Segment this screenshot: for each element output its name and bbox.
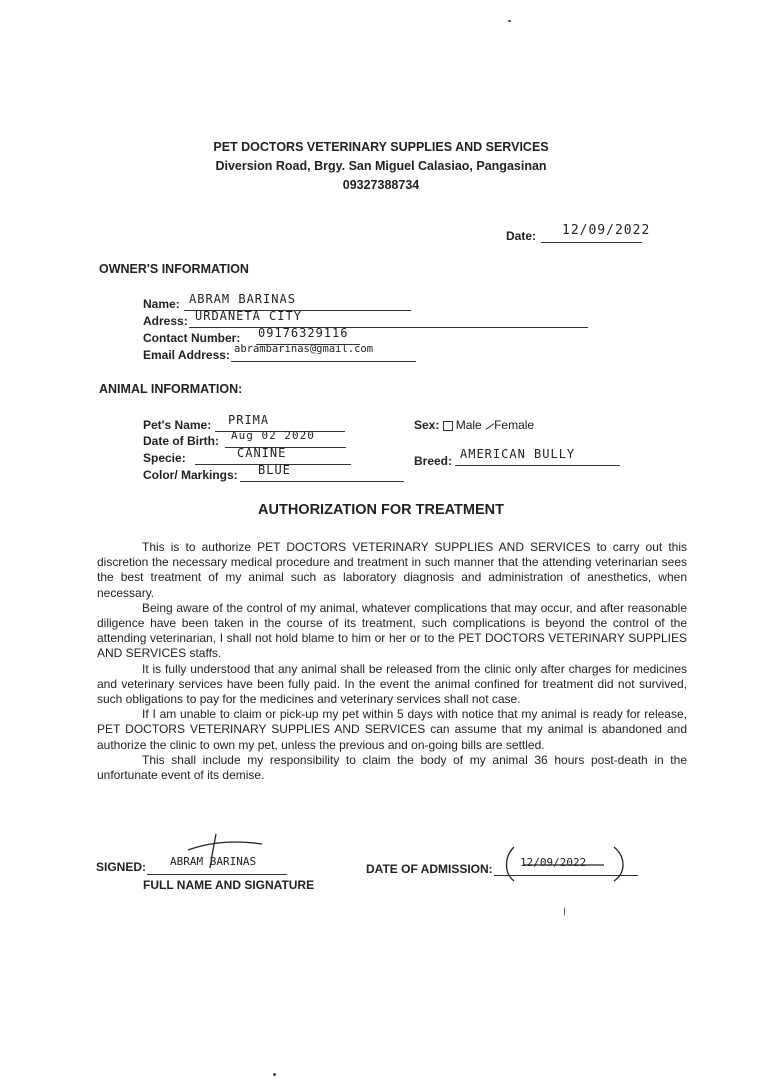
- signed-label: SIGNED:: [96, 860, 147, 874]
- date-label: Date:: [506, 229, 537, 243]
- scan-speck: [273, 1073, 276, 1076]
- owner-address-label: Adress:: [143, 314, 188, 328]
- clinic-phone: 09327388734: [342, 178, 420, 192]
- scan-speck: [564, 907, 565, 916]
- authorization-body: [97, 540, 687, 783]
- breed-label: Breed:: [414, 454, 453, 468]
- owner-name-value: ABRAM BARINAS: [189, 292, 296, 306]
- admission-enclosure-icon: [500, 843, 632, 885]
- sex-male-option: Male: [455, 418, 482, 432]
- clinic-name: PET DOCTORS VETERINARY SUPPLIES AND SERVICES: [213, 140, 549, 154]
- sex-male-checkbox[interactable]: [443, 421, 453, 431]
- signature-value: ABRAM BARINAS: [170, 855, 257, 868]
- pet-name-label: Pet's Name:: [143, 418, 212, 432]
- scan-speck: [508, 20, 511, 22]
- admission-value: 12/09/2022: [520, 856, 587, 869]
- specie-label: Specie:: [143, 451, 186, 465]
- date-value: 12/09/2022: [562, 223, 651, 238]
- dob-label: Date of Birth:: [143, 434, 219, 448]
- authorization-paragraph: This shall include my responsibility to claim the body of my animal 36 hours post-death in the unfortunate event of its demise.: [97, 752, 687, 783]
- owner-email-value: abrambarinas@gmail.com: [234, 343, 374, 355]
- owner-contact-label: Contact Number:: [143, 331, 241, 345]
- clinic-header: [0, 138, 762, 195]
- owner-name-label: Name:: [143, 297, 180, 311]
- pet-name-value: PRIMA: [228, 413, 270, 427]
- sex-field: [414, 418, 534, 432]
- authorization-paragraph: If I am unable to claim or pick-up my pet within 5 days with notice that my animal is ready for release, PET DOCTORS VETERINARY SUPPLIES AND SERVICES can assume that my animal is abandoned and authorize the clinic to own my pet, unless the previous and on-going bills are settled.: [97, 707, 687, 752]
- signature-caption: FULL NAME AND SIGNATURE: [143, 878, 315, 892]
- owner-email-label: Email Address:: [143, 348, 230, 362]
- authorization-paragraph: It is fully understood that any animal shall be released from the clinic only after charges for medicines and veterinary services have been fully paid. In the event the animal confined for treatment did not survived, such obligations to pay for the medicines and veterinary services shall not case.: [97, 661, 687, 707]
- owner-contact-value: 09176329116: [258, 326, 349, 340]
- authorization-paragraph: This is to authorize PET DOCTORS VETERINARY SUPPLIES AND SERVICES to carry out this discretion the necessary medical procedure and treatment in such manner that the attending veterinarian sees the best treatment of my animal such as laboratory diagnosis and administration of anesthetics, when necessary.: [97, 540, 687, 600]
- sex-female-option: Female: [494, 418, 535, 432]
- clinic-address: Diversion Road, Brgy. San Miguel Calasiao, Pangasinan: [215, 159, 547, 173]
- owner-address-value: URDANETA CITY: [195, 309, 302, 323]
- admission-label: DATE OF ADMISSION:: [366, 862, 493, 876]
- authorization-paragraph: Being aware of the control of my animal, whatever complications that may occur, and after reasonable diligence have been taken in the course of its treatment, such complications is beyond the control of the attending veterinarian, I shall not hold blame to him or her or to the PET DOCTORS VETERINARY SUPPLIES AND SERVICES staffs.: [97, 600, 687, 661]
- sex-label: Sex:: [414, 418, 440, 432]
- color-label: Color/ Markings:: [143, 468, 238, 482]
- signature-mark-icon: [180, 830, 270, 870]
- breed-value: AMERICAN BULLY: [460, 447, 576, 461]
- owner-section-title: OWNER'S INFORMATION: [99, 262, 249, 276]
- specie-value: CANINE: [237, 446, 287, 460]
- color-value: BLUE: [258, 463, 291, 477]
- sex-female-checkbox[interactable]: [487, 422, 493, 430]
- animal-section-title: ANIMAL INFORMATION:: [99, 382, 243, 396]
- authorization-title: AUTHORIZATION FOR TREATMENT: [258, 502, 504, 518]
- dob-value: Aug 02 2020: [231, 429, 315, 442]
